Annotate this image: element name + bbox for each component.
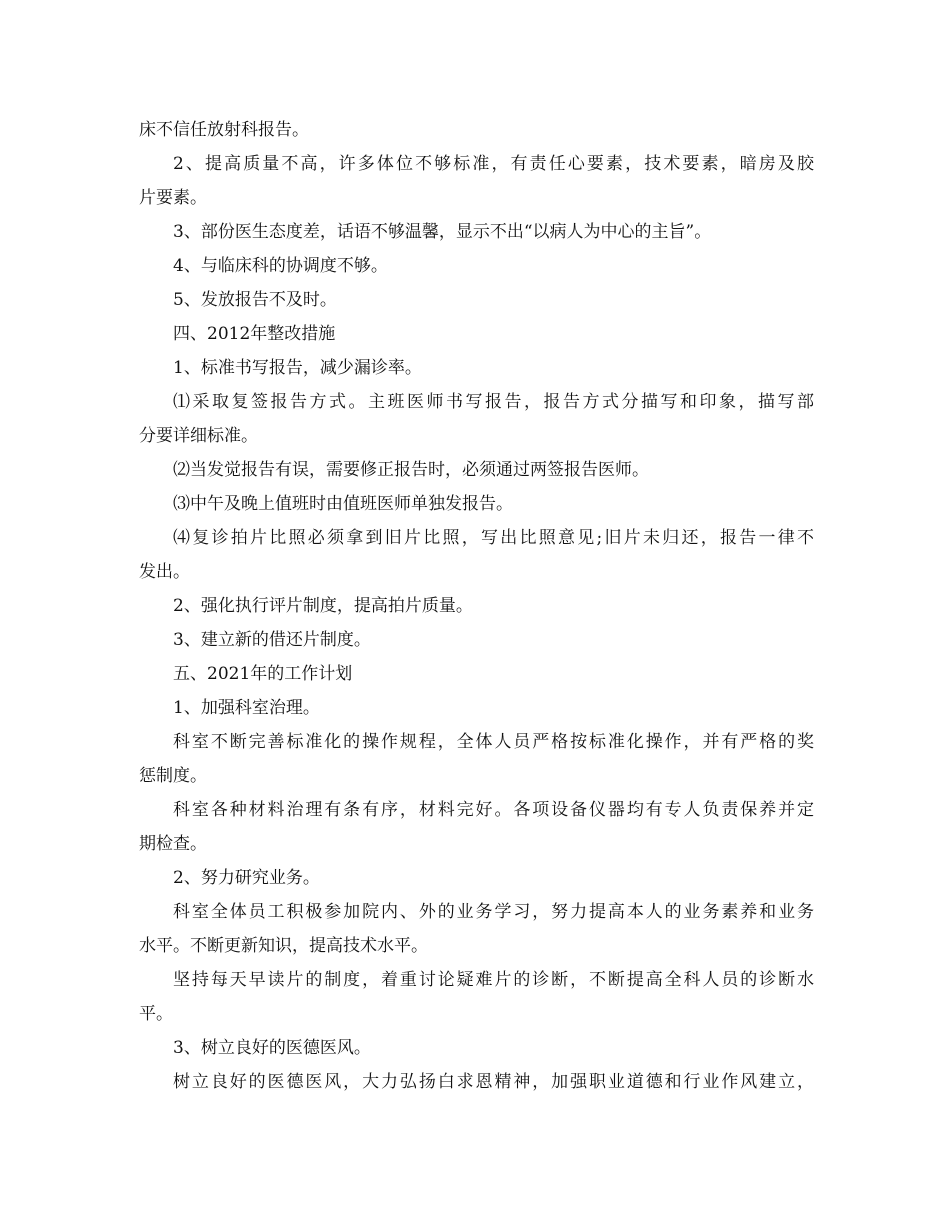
text-line: 2、努力研究业务。: [173, 868, 320, 888]
text-line: 坚持每天早读片的制度，着重讨论疑难片的诊断，不断提高全科人员的诊断水: [173, 970, 814, 990]
text-line: ⑶中午及晚上值班时由值班医师单独发报告。: [173, 494, 513, 514]
text-line: 3、建立新的借还片制度。: [173, 630, 371, 650]
section-heading: 五、2021年的工作计划: [173, 664, 353, 684]
text-line: 1、标准书写报告，减少漏诊率。: [173, 358, 422, 378]
text-line: 树立良好的医德医风，大力弘扬白求恩精神，加强职业道德和行业作风建立，: [173, 1072, 814, 1092]
text-line: 科室全体员工积极参加院内、外的业务学习，努力提高本人的业务素养和业务: [173, 902, 814, 922]
text-line: 发出。: [139, 562, 190, 582]
text-line: 5、发放报告不及时。: [173, 290, 337, 310]
document-page: [139, 113, 814, 1099]
text-line: 2、提高质量不高，许多体位不够标准，有责任心要素，技术要素，暗房及胶: [173, 154, 814, 174]
text-line: 分要详细标准。: [139, 426, 258, 446]
text-line: 3、树立良好的医德医风。: [173, 1038, 371, 1058]
text-line: 平。: [139, 1004, 173, 1024]
text-line: 惩制度。: [139, 766, 207, 786]
text-line: ⑵当发觉报告有误，需要修正报告时，必须通过两签报告医师。: [173, 460, 649, 480]
text-line: 科室不断完善标准化的操作规程，全体人员严格按标准化操作，并有严格的奖: [173, 732, 814, 752]
text-line: 水平。不断更新知识，提高技术水平。: [139, 936, 428, 956]
section-heading: 四、2012年整改措施: [173, 324, 336, 344]
text-line: 2、强化执行评片制度，提高拍片质量。: [173, 596, 473, 616]
text-line: 期检查。: [139, 834, 207, 854]
text-line: 1、加强科室治理。: [173, 698, 320, 718]
text-line: ⑷复诊拍片比照必须拿到旧片比照，写出比照意见;旧片未归还，报告一律不: [173, 528, 814, 548]
text-line: 片要素。: [139, 188, 207, 208]
text-line: 科室各种材料治理有条有序，材料完好。各项设备仪器均有专人负责保养并定: [173, 800, 814, 820]
text-line: 4、与临床科的协调度不够。: [173, 256, 388, 276]
text-line: 3、部份医生态度差，话语不够温馨，显示不出“以病人为中心的主旨”。: [173, 222, 712, 242]
text-line: ⑴采取复签报告方式。主班医师书写报告，报告方式分描写和印象，描写部: [173, 392, 814, 412]
text-line: 床不信任放射科报告。: [139, 120, 309, 140]
